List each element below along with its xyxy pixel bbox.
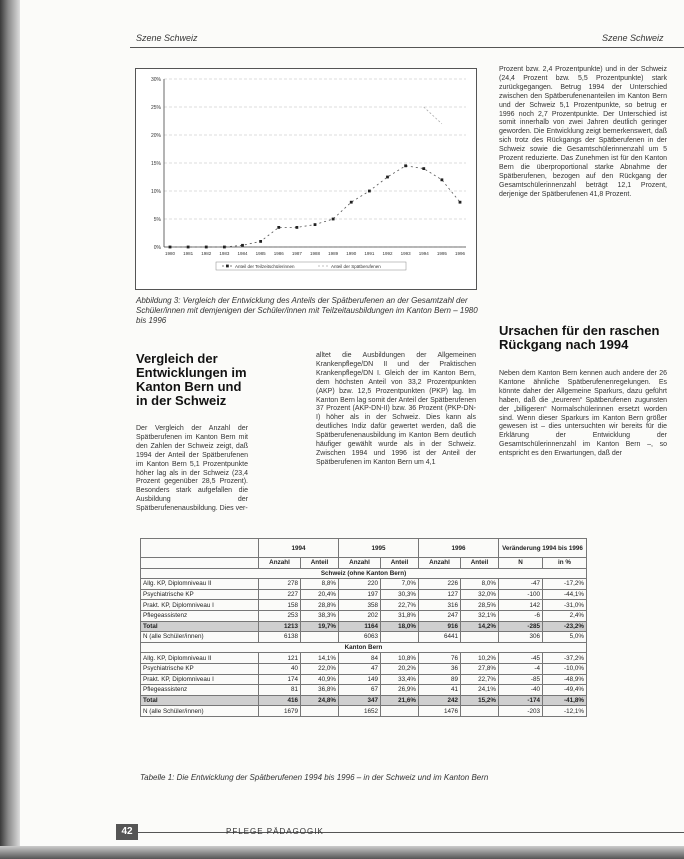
- table-cell: 278: [259, 579, 301, 590]
- table-cell: -40: [499, 685, 543, 696]
- table-cell: 28,8%: [301, 600, 339, 611]
- page-number: 42: [116, 824, 138, 840]
- y-tick-label: 25%: [150, 105, 161, 111]
- table-cell: 8,0%: [461, 579, 499, 590]
- section1-col2-text: alltet die Ausbildungen der Allgemeinen Krankenpflege/DN II und der Praktischen Krankenpflege/DN I. Gleich der im Kanton Bern, dem höchsten Anteil von 33,2 Prozentpunkten (AKP) bzw. 12,5 Prozentpunkten (PKP) lag. Im Kanton Bern lag somit der Anteil der Spätberufenen 37 Prozent (AKP-DN-II) bzw. 36 Prozent (PKP-DN-I) höher als in der Schweiz. Dies kann als deutliches Indiz dafür gewertet werden, daß die Spätberufenenausbildung im Kanton Bern deutlich häufiger gewählt wurde als in der Schweiz. Zwischen 1994 und 1996 ist der Anteil der Spätberufenen im Kanton Bern um 4,1: [316, 352, 476, 466]
- table-cell: 36: [419, 663, 461, 674]
- table-header-years: [141, 539, 587, 558]
- x-tick-label: 1989: [328, 251, 339, 256]
- row-label: Allg. KP, Diplomniveau II: [141, 579, 259, 590]
- y-tick-label: 30%: [150, 77, 161, 83]
- data-point: [368, 190, 371, 193]
- data-point: [422, 167, 425, 170]
- table-cell: 6441: [419, 632, 461, 643]
- series-line: [170, 166, 460, 247]
- x-tick-label: 1993: [400, 251, 411, 256]
- table-cell: 76: [419, 653, 461, 664]
- x-tick-label: 1991: [364, 251, 375, 256]
- table-cell: [301, 632, 339, 643]
- data-point: [350, 201, 353, 204]
- table-n-row: [141, 706, 587, 717]
- data-point: [295, 226, 298, 229]
- x-tick-label: 1988: [309, 251, 321, 256]
- year-header: 1996: [419, 539, 499, 558]
- table-cell: 8,8%: [301, 579, 339, 590]
- data-point: [386, 176, 389, 179]
- table-row: [141, 600, 587, 611]
- table-cell: -41,8%: [543, 695, 587, 706]
- table-cell: 1213: [259, 621, 301, 632]
- data-point: [187, 246, 190, 249]
- table-cell: 1476: [419, 706, 461, 717]
- table-cell: 1652: [339, 706, 381, 717]
- table-cell: 916: [419, 621, 461, 632]
- table-cell: 84: [339, 653, 381, 664]
- table-cell: 22,7%: [381, 600, 419, 611]
- table-cell: [461, 632, 499, 643]
- table-cell: 121: [259, 653, 301, 664]
- table-cell: 220: [339, 579, 381, 590]
- header-rule: [130, 47, 684, 48]
- table-cell: 306: [499, 632, 543, 643]
- table-cell: [381, 706, 419, 717]
- x-tick-label: 1990: [346, 251, 357, 256]
- row-label: Psychiatrische KP: [141, 589, 259, 600]
- x-tick-label: 1996: [454, 251, 466, 256]
- right-column-text: Prozent bzw. 2,4 Prozentpunkte) und in der Schweiz (24,4 Prozent bzw. 5,5 Prozentpunkte) stark zurückgegangen. Betrug 1994 der Unterschied zwischen den Spätberufenenanteilen im Kanton Bern und der Schweiz 5,1 Prozentpunkte, so betrug er 1996 noch 2,7 Prozentpunkte. Der Unterschied ist somit innerhalb von zwei Jahren deutlich geringer geworden. Die Entwicklung zeigt bemerkenswert, daß sich trotz des Rückgangs der Spätberufenen in der Schweiz sowie die Gesamtschülerinnenzahl um 5 Prozent reduzierte. Das Zunehmen ist für den Kanton Bern die überproportional starke Abnahme der Spätberufenen, bezogen auf den Rückgang der Gesamtschülerinnenzahl beträgt 12,1 Prozent, derjenige der Spätberufenen 41,8 Prozent.: [499, 66, 667, 198]
- row-label: Prakt. KP, Diplomniveau I: [141, 600, 259, 611]
- x-tick-label: 1981: [183, 251, 194, 256]
- table-cell: -203: [499, 706, 543, 717]
- table-cell: -48,9%: [543, 674, 587, 685]
- table-cell: 247: [419, 610, 461, 621]
- line-chart: [135, 68, 477, 290]
- subheader: in %: [543, 558, 587, 569]
- x-tick-label: 1995: [436, 251, 447, 256]
- y-tick-label: 5%: [153, 217, 161, 223]
- section-heading-causes: Ursachen für den raschen Rückgang nach 1994: [499, 323, 660, 352]
- table-cell: -85: [499, 674, 543, 685]
- table-subheader: [141, 558, 587, 569]
- table-cell: -10,0%: [543, 663, 587, 674]
- table-cell: 127: [419, 589, 461, 600]
- book-binding-shadow: [0, 0, 20, 859]
- table-row: [141, 589, 587, 600]
- data-point: [259, 240, 262, 243]
- row-label: Total: [141, 621, 259, 632]
- table-cell: 174: [259, 674, 301, 685]
- section-heading-comparison: Vergleich der Entwicklungen im Kanton Bern und in der Schweiz: [136, 351, 247, 408]
- section-label: Kanton Bern: [141, 642, 587, 653]
- table-cell: [461, 706, 499, 717]
- table-cell: 15,2%: [461, 695, 499, 706]
- subheader: Anzahl: [259, 558, 301, 569]
- table-cell: -37,2%: [543, 653, 587, 664]
- table-cell: 7,0%: [381, 579, 419, 590]
- table-cell: -174: [499, 695, 543, 706]
- subheader: Anteil: [381, 558, 419, 569]
- table-cell: 142: [499, 600, 543, 611]
- table-cell: 227: [259, 589, 301, 600]
- subheader: Anzahl: [419, 558, 461, 569]
- table-cell: 6063: [339, 632, 381, 643]
- page-bottom-edge: [0, 846, 684, 859]
- table-cell: 158: [259, 600, 301, 611]
- table-row: [141, 653, 587, 664]
- x-tick-label: 1980: [164, 251, 176, 256]
- subheader: Anteil: [301, 558, 339, 569]
- series-line: [424, 107, 442, 124]
- table-cell: 28,5%: [461, 600, 499, 611]
- table-cell: 41: [419, 685, 461, 696]
- row-label: N (alle Schüler/innen): [141, 632, 259, 643]
- table-caption: Tabelle 1: Die Entwicklung der Spätberufenen 1994 bis 1996 – in der Schweiz und im Kanton Bern: [140, 773, 489, 782]
- year-header: 1995: [339, 539, 419, 558]
- table-cell: 38,3%: [301, 610, 339, 621]
- table-cell: -23,2%: [543, 621, 587, 632]
- table-cell: 27,8%: [461, 663, 499, 674]
- table-cell: 149: [339, 674, 381, 685]
- table-total-row: [141, 621, 587, 632]
- data-point: [241, 244, 244, 247]
- table-cell: 416: [259, 695, 301, 706]
- subheader: N: [499, 558, 543, 569]
- table-cell: -31,0%: [543, 600, 587, 611]
- y-tick-label: 0%: [153, 245, 161, 251]
- table-cell: 40: [259, 663, 301, 674]
- table-cell: 81: [259, 685, 301, 696]
- running-header-right: Szene Schweiz: [602, 33, 664, 43]
- x-tick-label: 1992: [382, 251, 393, 256]
- table-cell: 14,2%: [461, 621, 499, 632]
- table-section-row: [141, 568, 587, 579]
- data-point: [404, 164, 407, 167]
- legend-label: Anteil der Teilzeitschülerinnen: [235, 264, 295, 269]
- data-table: [140, 538, 587, 717]
- data-point: [223, 246, 226, 249]
- data-point: [459, 201, 462, 204]
- table-cell: 1679: [259, 706, 301, 717]
- data-point: [314, 223, 317, 226]
- table-row: [141, 685, 587, 696]
- x-tick-label: 1985: [255, 251, 266, 256]
- table-section-row: [141, 642, 587, 653]
- x-tick-label: 1984: [237, 251, 248, 256]
- table-n-row: [141, 632, 587, 643]
- table-cell: -47: [499, 579, 543, 590]
- table-cell: -6: [499, 610, 543, 621]
- row-label: N (alle Schüler/innen): [141, 706, 259, 717]
- table-cell: 32,1%: [461, 610, 499, 621]
- x-tick-label: 1983: [219, 251, 230, 256]
- table-cell: -100: [499, 589, 543, 600]
- section2-text: Neben dem Kanton Bern kennen auch andere der 26 Kantone ähnliche Spätberufenenregelungen. Es könnte daher der Allgemeine Sparkurs, dazu geführt haben, daß die „teureren“ Spätberufenen zugunsten der „billigeren“ Normalschülerinnen ersetzt worden sind. Wenn dieser Sparkurs im Kanton Bern größer gewesen ist – dies untersuchten wir bereits für die Erklärung der Entwicklung der Gesamtschülerinnenzahl im Kanton Bern –, so entspricht es den Erwartungen, daß der: [499, 370, 667, 458]
- table-cell: 18,0%: [381, 621, 419, 632]
- table-cell: 1164: [339, 621, 381, 632]
- table-cell: 32,0%: [461, 589, 499, 600]
- row-label: Psychiatrische KP: [141, 663, 259, 674]
- table-cell: [381, 632, 419, 643]
- table-cell: 242: [419, 695, 461, 706]
- year-header: 1994: [259, 539, 339, 558]
- table-cell: -49,4%: [543, 685, 587, 696]
- table-cell: 24,8%: [301, 695, 339, 706]
- journal-name: PFLEGE PÄDAGOGIK: [226, 827, 324, 836]
- table-cell: 10,8%: [381, 653, 419, 664]
- data-point: [169, 246, 172, 249]
- table-cell: -45: [499, 653, 543, 664]
- table-cell: 67: [339, 685, 381, 696]
- table-cell: 2,4%: [543, 610, 587, 621]
- table-cell: 40,9%: [301, 674, 339, 685]
- table-cell: -285: [499, 621, 543, 632]
- x-tick-label: 1987: [291, 251, 302, 256]
- table-cell: 20,4%: [301, 589, 339, 600]
- table-cell: 197: [339, 589, 381, 600]
- table-cell: 20,2%: [381, 663, 419, 674]
- table-cell: 19,7%: [301, 621, 339, 632]
- y-tick-label: 20%: [150, 133, 161, 139]
- table-cell: 5,0%: [543, 632, 587, 643]
- table-cell: 226: [419, 579, 461, 590]
- table-row: [141, 663, 587, 674]
- change-header: Veränderung 1994 bis 1996: [499, 539, 587, 558]
- data-point: [277, 226, 280, 229]
- x-tick-label: 1986: [273, 251, 284, 256]
- table-row: [141, 610, 587, 621]
- table-cell: 33,4%: [381, 674, 419, 685]
- x-tick-label: 1994: [418, 251, 429, 256]
- table-cell: 89: [419, 674, 461, 685]
- table-cell: 253: [259, 610, 301, 621]
- subheader: Anteil: [461, 558, 499, 569]
- table-cell: 21,6%: [381, 695, 419, 706]
- footer-rule: [116, 832, 684, 833]
- data-point: [332, 218, 335, 221]
- row-label: Prakt. KP, Diplomniveau I: [141, 674, 259, 685]
- row-label: Total: [141, 695, 259, 706]
- table-total-row: [141, 695, 587, 706]
- table-row: [141, 674, 587, 685]
- table-cell: 26,9%: [381, 685, 419, 696]
- table-cell: -44,1%: [543, 589, 587, 600]
- table-cell: 22,0%: [301, 663, 339, 674]
- y-tick-label: 10%: [150, 189, 161, 195]
- row-label: Pflegeassistenz: [141, 610, 259, 621]
- running-header-left: Szene Schweiz: [136, 33, 198, 43]
- table-row: [141, 579, 587, 590]
- subheader: Anzahl: [339, 558, 381, 569]
- x-tick-label: 1982: [201, 251, 212, 256]
- table-cell: 202: [339, 610, 381, 621]
- table-cell: [301, 706, 339, 717]
- data-point: [440, 178, 443, 181]
- section-label: Schweiz (ohne Kanton Bern): [141, 568, 587, 579]
- table-cell: 10,2%: [461, 653, 499, 664]
- table-cell: 36,8%: [301, 685, 339, 696]
- table-cell: 22,7%: [461, 674, 499, 685]
- y-tick-label: 15%: [150, 161, 161, 167]
- legend-label: Anteil der Spätberufenen: [331, 264, 381, 269]
- data-point: [205, 246, 208, 249]
- chart-svg: [136, 69, 476, 289]
- row-label: Pflegeassistenz: [141, 685, 259, 696]
- table-cell: 30,3%: [381, 589, 419, 600]
- figure-caption: Abbildung 3: Vergleich der Entwicklung des Anteils der Spätberufenen an der Gesamtzahl der Schüler/innen mit demjenigen der Schüler/innen mit Teilzeitausbildungen im Kanton Bern – 1980 bis 1996: [136, 296, 478, 325]
- table-cell: 14,1%: [301, 653, 339, 664]
- table-cell: -17,2%: [543, 579, 587, 590]
- table-cell: -4: [499, 663, 543, 674]
- table-cell: 316: [419, 600, 461, 611]
- table-cell: 31,8%: [381, 610, 419, 621]
- table-cell: 47: [339, 663, 381, 674]
- table-cell: 358: [339, 600, 381, 611]
- table-cell: 24,1%: [461, 685, 499, 696]
- table-cell: 347: [339, 695, 381, 706]
- legend-marker: [226, 265, 229, 268]
- table-cell: 6138: [259, 632, 301, 643]
- section1-col1-text: Der Vergleich der Anzahl der Spätberufenen im Kanton Bern mit den Zahlen der Schweiz zeigt, daß 1994 der Anteil der Spätberufenen im Kanton Bern 5,1 Prozentpunkte höher lag als in der Schweiz (23,4 Prozent gegenüber 28,5 Prozent). Besonders stark aufgefallen die Ausbildung der Spätberufenenausbildung. Dies ver-: [136, 425, 248, 513]
- row-label: Allg. KP, Diplomniveau II: [141, 653, 259, 664]
- table-cell: -12,1%: [543, 706, 587, 717]
